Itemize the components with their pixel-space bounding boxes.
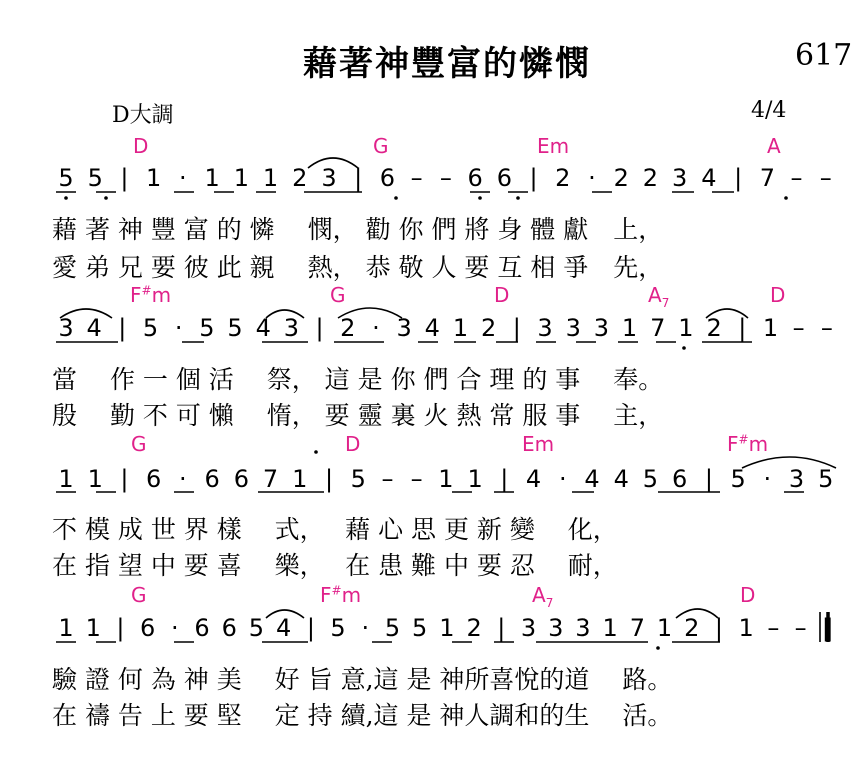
note: –: [381, 465, 394, 493]
barline: ‖: [821, 614, 834, 642]
chord-label: D: [133, 134, 149, 158]
chord-label: D: [345, 432, 361, 456]
note: 1: [58, 465, 74, 493]
note: 5: [58, 164, 74, 192]
chord-label: $A_7$: [532, 583, 554, 610]
note: 2: [613, 164, 629, 192]
barline: |: [120, 164, 129, 192]
note: –: [410, 164, 423, 192]
note: 5: [87, 164, 103, 192]
chord-label: A: [767, 134, 781, 158]
barline: |: [306, 614, 315, 642]
chord-label: Em: [522, 432, 555, 456]
note: 5: [412, 614, 428, 642]
note: ·: [170, 614, 179, 642]
barline: |: [734, 164, 743, 192]
note: 6: [146, 465, 162, 493]
note: 4: [424, 314, 440, 342]
chord-label: G: [330, 283, 346, 307]
note: 1: [656, 614, 673, 642]
chord-label: G: [131, 432, 147, 456]
note: 6: [379, 164, 396, 192]
chord-label: G: [131, 583, 147, 607]
note: 7: [262, 465, 279, 493]
note: 3: [321, 164, 337, 192]
note: –: [790, 164, 803, 192]
note: 3: [396, 314, 412, 342]
note: 4: [86, 314, 102, 342]
note: 1: [738, 614, 754, 642]
note: 6: [233, 465, 249, 493]
note: 1: [439, 614, 455, 642]
note: 3: [788, 465, 805, 493]
note: 3: [575, 614, 591, 642]
note: 4: [276, 614, 292, 642]
lyric-line: 愛 弟 兄 要 彼 此 親 熱， 恭 敬 人 要 互 相 爭 先，: [52, 253, 664, 282]
barline: |: [738, 314, 747, 342]
note: 3: [520, 614, 537, 642]
lyric-line: 不 模 成 世 界 樣 式， 藉 心 思 更 新 變 化，: [52, 515, 618, 544]
note: 7: [629, 614, 645, 642]
note: 2: [292, 164, 308, 192]
time-signature: 4/4: [751, 98, 787, 123]
barline: |: [529, 164, 538, 192]
note: 3: [58, 314, 74, 342]
chord-label: F#m: [727, 432, 769, 456]
note: 2: [466, 614, 482, 642]
barline: |: [324, 465, 334, 493]
note: 2: [340, 314, 356, 342]
chord-label: $A_7$: [648, 283, 670, 310]
barline: |: [315, 314, 324, 342]
note: 6: [221, 614, 237, 642]
note: 2: [642, 164, 659, 192]
note: 3: [537, 314, 553, 342]
note: 1: [85, 614, 101, 642]
chord-label: D: [494, 283, 510, 307]
note: 1: [262, 164, 279, 192]
note: –: [792, 314, 805, 342]
note: 1: [87, 465, 103, 493]
chord-label: F#m: [320, 583, 362, 607]
note: 4: [255, 314, 271, 342]
note: 5: [330, 614, 346, 642]
barline: |: [116, 614, 125, 642]
note: ·: [179, 465, 187, 493]
note: 6: [139, 614, 156, 642]
note: 5: [384, 614, 401, 642]
note: 6: [467, 164, 483, 192]
note: 3: [283, 314, 300, 342]
note: ·: [361, 614, 370, 642]
note: ·: [588, 164, 596, 192]
note: 7: [650, 314, 666, 342]
note: 5: [350, 465, 366, 493]
note: 6: [672, 465, 688, 493]
key-signature: D大調: [112, 103, 174, 128]
note: 5: [199, 314, 215, 342]
note: 4: [584, 465, 600, 493]
chord-label: F#m: [130, 283, 172, 307]
note: –: [819, 164, 832, 192]
note: 2: [684, 614, 700, 642]
note: 1: [452, 314, 469, 342]
lyric-line: 藉 著 神 豐 富 的 憐 憫， 勸 你 們 將 身 體 獻 上，: [52, 215, 664, 244]
note: 4: [701, 164, 717, 192]
note: 5: [642, 465, 659, 493]
note: 5: [227, 314, 243, 342]
lyric-line: 當 作 一 個 活 祭， 這 是 你 們 合 理 的 事 奉。: [52, 365, 664, 394]
note: 1: [438, 465, 454, 493]
note: ·: [372, 314, 380, 342]
note: ·: [763, 465, 772, 493]
lyric-line: 殷 勤 不 可 懶 惰， 要 靈 裏 火 熱 常 服 事 主，: [52, 401, 664, 430]
note: 7: [759, 164, 775, 192]
barline: |: [120, 465, 129, 493]
note: 1: [602, 614, 618, 642]
barline: |: [497, 614, 506, 642]
chord-label: D: [770, 283, 786, 307]
note: 2: [555, 164, 571, 192]
note: 1: [233, 164, 249, 192]
note: 1: [762, 314, 779, 342]
chord-label: Em: [537, 134, 570, 158]
note: 2: [706, 314, 722, 342]
note: ·: [558, 465, 567, 493]
note: 6: [194, 614, 210, 642]
lyric-line: 在 指 望 中 要 喜 樂， 在 患 難 中 要 忍 耐，: [52, 551, 618, 580]
barline: |: [354, 164, 363, 192]
hymn-number: 617: [795, 38, 853, 73]
note: 5: [142, 314, 159, 342]
hymn-title: 藉著神豐富的憐憫: [303, 44, 591, 84]
note: –: [767, 614, 780, 642]
note: 5: [248, 614, 265, 642]
lyric-line: 驗 證 何 為 神 美 好 旨 意,這 是 神所喜悅的道 路。: [52, 665, 673, 694]
note: 1: [146, 164, 162, 192]
note: –: [794, 614, 807, 642]
note: 1: [58, 614, 74, 642]
note: 3: [565, 314, 581, 342]
note: 1: [204, 164, 220, 192]
note: –: [820, 314, 833, 342]
lyric-line: 在 禱 告 上 要 堅 定 持 續,這 是 神人調和的生 活。: [52, 701, 673, 730]
note: 1: [678, 314, 694, 342]
note: 6: [204, 465, 220, 493]
note: 1: [621, 314, 638, 342]
barline: |: [118, 314, 127, 342]
barline: |: [704, 465, 713, 493]
note: 5: [730, 465, 746, 493]
note: 1: [292, 465, 308, 493]
note: 6: [496, 164, 512, 192]
note: 5: [818, 465, 834, 493]
note: 2: [481, 314, 497, 342]
note: 3: [672, 164, 688, 192]
note: 1: [467, 465, 483, 493]
chord-label: G: [373, 134, 389, 158]
note: ·: [179, 164, 187, 192]
note: 4: [525, 465, 542, 493]
note: 4: [613, 465, 629, 493]
note: 3: [548, 614, 564, 642]
barline: |: [512, 314, 521, 342]
note: –: [439, 164, 452, 192]
barline: |: [500, 465, 509, 493]
chord-label: D: [740, 583, 756, 607]
note: 3: [593, 314, 610, 342]
note: –: [410, 465, 423, 493]
note: ·: [174, 314, 183, 342]
barline: |: [714, 614, 723, 642]
